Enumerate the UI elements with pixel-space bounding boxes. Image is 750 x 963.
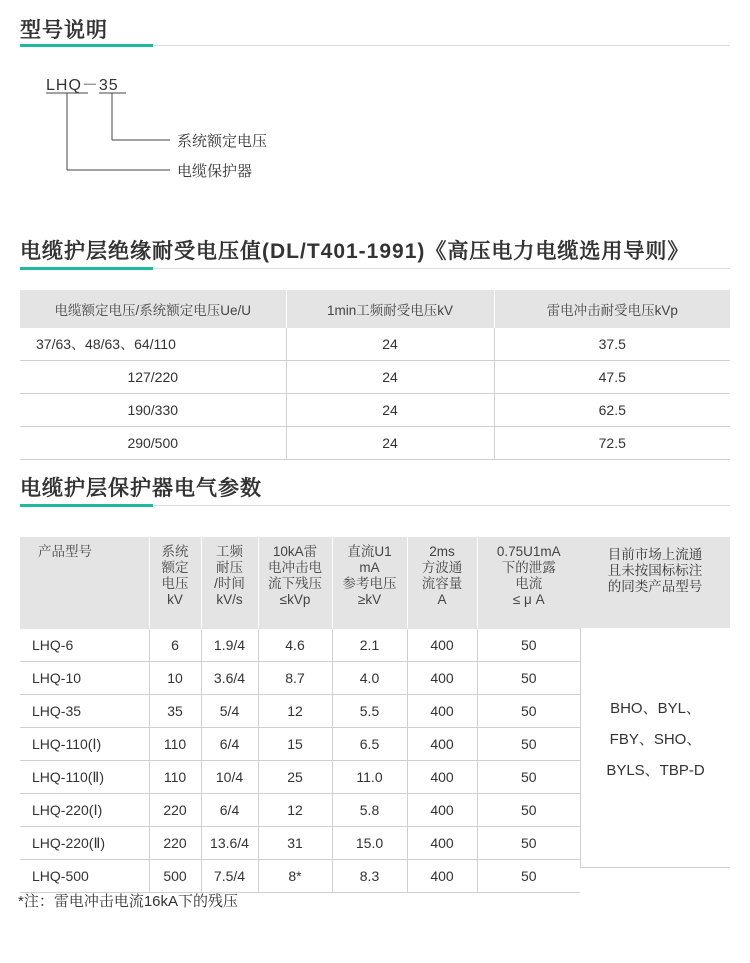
table-cell: 2.1 xyxy=(332,629,407,662)
table-cell: 500 xyxy=(149,860,201,893)
table-row xyxy=(20,394,730,427)
table-cell: 24 xyxy=(286,394,494,427)
table-cell: 50 xyxy=(477,794,580,827)
table-header-row xyxy=(20,290,730,328)
table-cell: 400 xyxy=(407,728,477,761)
table-cell: 10 xyxy=(149,662,201,695)
table-cell: 400 xyxy=(407,827,477,860)
header-cell: 雷电冲击耐受电压kVp xyxy=(494,290,730,328)
table-cell: 5.8 xyxy=(332,794,407,827)
section-title-parameters: 电缆护层保护器电气参数 xyxy=(20,477,262,500)
diagram-lines xyxy=(0,60,750,190)
table-cell: 1.9/4 xyxy=(201,629,258,662)
header-cell: 直流U1 mA 参考电压 ≥kV xyxy=(332,537,407,629)
table-row xyxy=(20,328,730,361)
table-cell: LHQ-10 xyxy=(20,662,149,695)
table-header-row xyxy=(20,537,580,629)
table-cell: LHQ-500 xyxy=(20,860,149,893)
table-cell: 3.6/4 xyxy=(201,662,258,695)
table-cell: 72.5 xyxy=(494,427,730,460)
table-cell: 8.3 xyxy=(332,860,407,893)
table-cell: 400 xyxy=(407,629,477,662)
table-cell: 12 xyxy=(258,695,332,728)
table-cell: 400 xyxy=(407,695,477,728)
table-row xyxy=(20,361,730,394)
similar-product-line: BYLS、TBP-D xyxy=(606,762,705,779)
footnote: *注：雷电冲击电流16kA下的残压 xyxy=(18,893,239,910)
table-cell: 50 xyxy=(477,761,580,794)
table-cell: 37.5 xyxy=(494,328,730,361)
table-cell: 400 xyxy=(407,794,477,827)
header-cell: 电缆额定电压/系统额定电压Ue/U xyxy=(20,290,286,328)
table-cell: 110 xyxy=(149,761,201,794)
table-cell: 190/330 xyxy=(20,394,286,427)
table-cell: 110 xyxy=(149,728,201,761)
table-cell: 62.5 xyxy=(494,394,730,427)
similar-products-header: 目前市场上流通 且未按国标标注 的同类产品型号 xyxy=(580,537,730,628)
table-cell: LHQ-110(Ⅰ) xyxy=(20,728,149,761)
table-cell: 15 xyxy=(258,728,332,761)
table-cell: 6 xyxy=(149,629,201,662)
similar-products-list xyxy=(580,628,730,868)
table-cell: 8.7 xyxy=(258,662,332,695)
table-cell: 6.5 xyxy=(332,728,407,761)
similar-product-line: FBY、SHO、 xyxy=(609,731,702,748)
table-cell: 290/500 xyxy=(20,427,286,460)
table-cell: LHQ-35 xyxy=(20,695,149,728)
table-cell: 50 xyxy=(477,728,580,761)
table-cell: 7.5/4 xyxy=(201,860,258,893)
table-row xyxy=(20,827,580,860)
table-cell: 5.5 xyxy=(332,695,407,728)
model-diagram xyxy=(0,60,750,190)
table-cell: LHQ-110(Ⅱ) xyxy=(20,761,149,794)
table-row xyxy=(20,662,580,695)
similar-product-line: BHO、BYL、 xyxy=(610,700,701,717)
table-cell: 37/63、48/63、64/110 xyxy=(20,328,286,361)
header-cell: 工频 耐压 /时间 kV/s xyxy=(201,537,258,629)
insulation-table xyxy=(20,290,730,460)
table-cell: 400 xyxy=(407,761,477,794)
section-title-insulation: 电缆护层绝缘耐受电压值(DL/T401-1991)《高压电力电缆选用导则》 xyxy=(20,240,690,263)
table-cell: LHQ-220(Ⅰ) xyxy=(20,794,149,827)
table-cell: 50 xyxy=(477,827,580,860)
table-cell: 50 xyxy=(477,629,580,662)
table-cell: 24 xyxy=(286,427,494,460)
table-cell: 24 xyxy=(286,361,494,394)
table-cell: 6/4 xyxy=(201,794,258,827)
parameters-table xyxy=(20,537,580,893)
title-accent xyxy=(20,267,153,270)
table-cell: 15.0 xyxy=(332,827,407,860)
table-cell: LHQ-220(Ⅱ) xyxy=(20,827,149,860)
table-row xyxy=(20,728,580,761)
table-cell: 400 xyxy=(407,860,477,893)
table-cell: 10/4 xyxy=(201,761,258,794)
table-cell: 50 xyxy=(477,695,580,728)
header-cell: 1min工频耐受电压kV xyxy=(286,290,494,328)
header-cell: 产品型号 xyxy=(20,537,149,629)
header-cell: 2ms 方波通 流容量 A xyxy=(407,537,477,629)
title-accent xyxy=(20,504,153,507)
label-system-voltage: 系统额定电压 xyxy=(177,133,268,150)
table-cell: LHQ-6 xyxy=(20,629,149,662)
table-cell: 8* xyxy=(258,860,332,893)
label-cable-protector: 电缆保护器 xyxy=(177,163,253,180)
table-cell: 12 xyxy=(258,794,332,827)
table-cell: 35 xyxy=(149,695,201,728)
table-row xyxy=(20,427,730,460)
table-cell: 13.6/4 xyxy=(201,827,258,860)
table-row xyxy=(20,860,580,893)
header-cell: 10kA雷 电冲击电 流下残压 ≤kVp xyxy=(258,537,332,629)
table-cell: 127/220 xyxy=(20,361,286,394)
table-cell: 6/4 xyxy=(201,728,258,761)
table-cell: 25 xyxy=(258,761,332,794)
table-row xyxy=(20,761,580,794)
table-cell: 5/4 xyxy=(201,695,258,728)
model-code: LHQ－35 xyxy=(46,77,119,94)
title-accent xyxy=(20,44,153,47)
table-cell: 220 xyxy=(149,794,201,827)
table-row xyxy=(20,629,580,662)
table-cell: 11.0 xyxy=(332,761,407,794)
table-cell: 50 xyxy=(477,860,580,893)
section-title-model: 型号说明 xyxy=(20,19,108,42)
table-cell: 4.6 xyxy=(258,629,332,662)
table-cell: 50 xyxy=(477,662,580,695)
table-cell: 24 xyxy=(286,328,494,361)
table-cell: 47.5 xyxy=(494,361,730,394)
header-cell: 0.75U1mA 下的泄露 电流 ≤ μ A xyxy=(477,537,580,629)
table-cell: 4.0 xyxy=(332,662,407,695)
table-row xyxy=(20,695,580,728)
table-cell: 31 xyxy=(258,827,332,860)
table-cell: 400 xyxy=(407,662,477,695)
table-row xyxy=(20,794,580,827)
header-cell: 系统 额定 电压 kV xyxy=(149,537,201,629)
table-cell: 220 xyxy=(149,827,201,860)
